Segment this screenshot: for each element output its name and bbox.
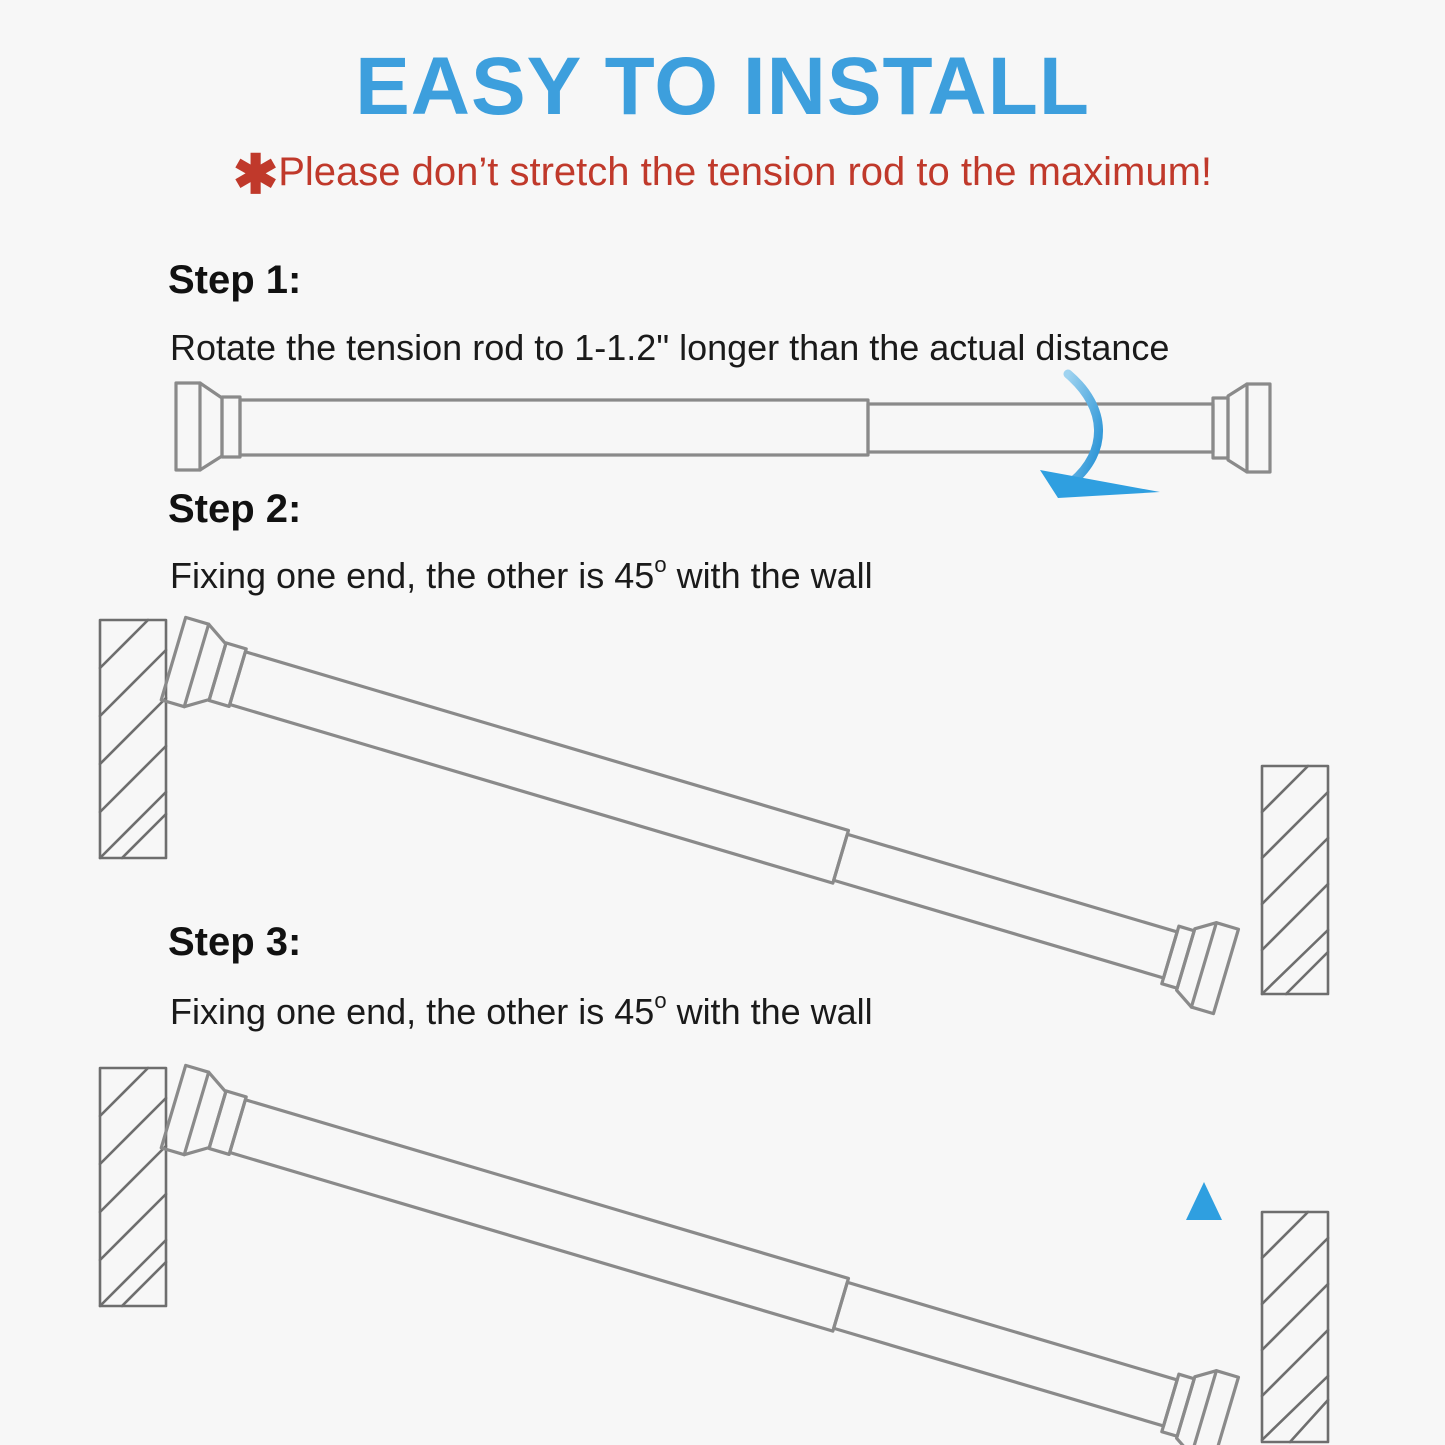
rotate-arrow-icon bbox=[1040, 374, 1160, 498]
step-2-title: Step 2: bbox=[168, 487, 302, 531]
push-up-arrow-icon bbox=[1186, 1182, 1222, 1318]
step-3-description bbox=[170, 988, 873, 1033]
step-2-desc-after: with the wall bbox=[666, 555, 873, 596]
step-3-degree-symbol: o bbox=[654, 988, 667, 1013]
step-1-title: Step 1: bbox=[168, 258, 302, 302]
step-1-description: Rotate the tension rod to 1-1.2" longer than the actual distance bbox=[170, 327, 1170, 368]
step-2-description bbox=[170, 552, 873, 597]
step-3-desc-after: with the wall bbox=[666, 991, 873, 1032]
step-3-title: Step 3: bbox=[168, 920, 302, 964]
subtitle-text: Please don’t stretch the tension rod to the maximum! bbox=[278, 150, 1213, 194]
step-2-desc-before: Fixing one end, the other is 45 bbox=[170, 555, 655, 596]
step-3-desc-before: Fixing one end, the other is 45 bbox=[170, 991, 655, 1032]
step-3-graphic bbox=[100, 1065, 1328, 1445]
subtitle-row bbox=[0, 145, 1445, 205]
asterisk-icon: ✱ bbox=[232, 145, 279, 205]
step-2-degree-symbol: o bbox=[654, 552, 667, 577]
step-1-rod-graphic bbox=[176, 383, 1270, 472]
page-title: EASY TO INSTALL bbox=[355, 41, 1090, 132]
